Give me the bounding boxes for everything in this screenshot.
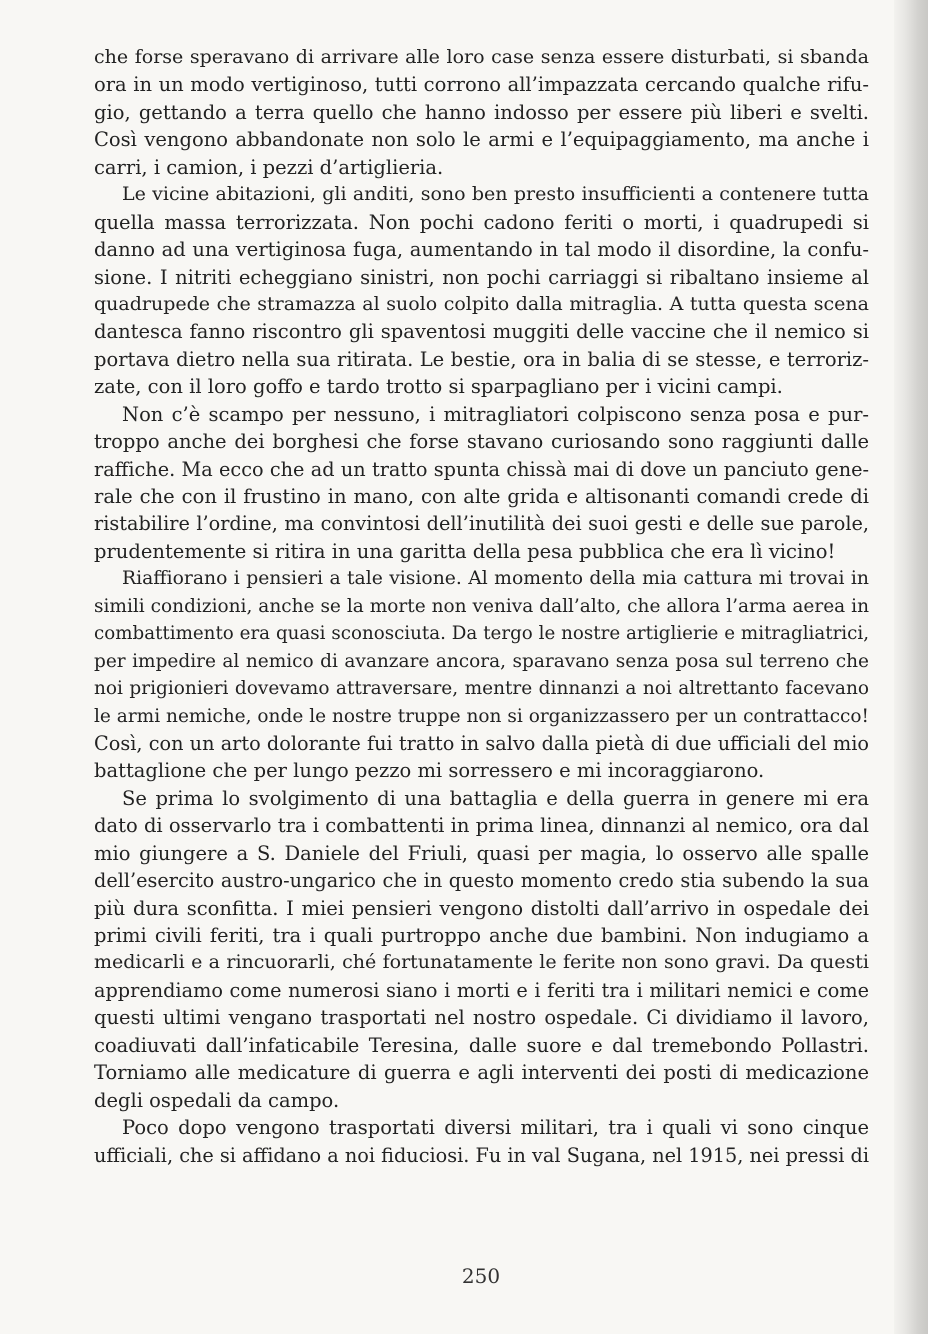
text-line: le armi nemiche, onde le nostre truppe non si organizzassero per un contrattacco! [94, 705, 869, 727]
text-line: Così, con un arto dolorante fui tratto in salvo dalla pietà di due ufficiali del mio [94, 731, 869, 755]
text-line: gio, gettando a terra quello che hanno indosso per essere più liberi e svelti. [94, 100, 869, 124]
text-line: Se prima lo svolgimento di una battaglia e della guerra in genere mi era [122, 786, 869, 810]
text-line: ristabilire l’ordine, ma convintosi dell’inutilità dei suoi gesti e delle sue parole, [94, 512, 869, 536]
text-line: coadiuvati dall’infaticabile Teresina, dalle suore e dal tremebondo Pollastri. [94, 1033, 869, 1057]
text-line: zate, con il loro goffo e tardo trotto si sparpagliano per i vicini campi. [94, 375, 783, 399]
page-edge-shadow [894, 0, 928, 1334]
paragraph [94, 401, 869, 566]
text-line: battaglione che per lungo pezzo mi sorressero e mi incoraggiarono. [94, 759, 765, 783]
text-line: che forse speravano di arrivare alle loro case senza essere disturbati, si sbanda [94, 46, 869, 68]
text-line: Così vengono abbandonate non solo le armi e l’equipaggiamento, ma anche i [94, 128, 869, 152]
text-line: dell’esercito austro-ungarico che in questo momento credo stia subendo la sua [94, 869, 869, 893]
paragraph [94, 785, 869, 1114]
page-number: 250 [461, 1264, 501, 1288]
text-line: ufficiali, che si affidano a noi fiduciosi. Fu in val Sugana, nel 1915, nei pressi di [94, 1143, 869, 1167]
text-line: noi prigionieri dovevamo attraversare, mentre dinnanzi a noi altrettanto facevano [94, 678, 869, 700]
text-line: simili condizioni, anche se la morte non veniva dall’alto, che allora l’arma aerea in [94, 595, 869, 617]
paragraph [94, 1114, 869, 1169]
text-line: portava dietro nella sua ritirata. Le bestie, ora in balia di se stesse, e terroriz- [94, 347, 869, 371]
text-line: raffiche. Ma ecco che ad un tratto spunta chissà mai di dove un panciuto gene- [94, 457, 869, 481]
text-line: Riaffiorano i pensieri a tale visione. Al momento della mia cattura mi trovai in [122, 568, 869, 590]
paragraph [94, 565, 869, 785]
text-line: ora in un modo vertiginoso, tutti corrono all’impazzata cercando qualche rifu- [94, 73, 869, 97]
text-line: mio giungere a S. Daniele del Friuli, quasi per magia, lo osservo alle spalle [94, 841, 869, 865]
text-line: combattimento era quasi sconosciuta. Da tergo le nostre artiglierie e mitragliatrici, [94, 623, 869, 645]
text-line: Le vicine abitazioni, gli anditi, sono ben presto insufficienti a contenere tutta [122, 183, 869, 206]
paragraph [94, 44, 869, 181]
text-line: carri, i camion, i pezzi d’artiglieria. [94, 155, 444, 179]
text-line: quadrupede che stramazza al suolo colpito dalla mitraglia. A tutta questa scena [94, 292, 869, 315]
text-line: danno ad una vertiginosa fuga, aumentando in tal modo il disordine, la confu- [94, 238, 869, 262]
text-line: Torniamo alle medicature di guerra e agli interventi dei posti di medicazione [94, 1061, 869, 1085]
text-line: per impedire al nemico di avanzare ancora, sparavano senza posa sul terreno che [94, 650, 869, 672]
text-line: primi civili feriti, tra i quali purtroppo anche due bambini. Non indugiamo a [94, 924, 869, 947]
text-line: questi ultimi vengano trasportati nel nostro ospedale. Ci dividiamo il lavoro, [94, 1006, 869, 1030]
paragraph [94, 181, 869, 401]
text-line: più dura sconfitta. I miei pensieri vengono distolti dall’arrivo in ospedale dei [94, 896, 869, 920]
text-line: medicarli e a rincuorarli, ché fortunatamente le ferite non sono gravi. Da questi [94, 951, 869, 974]
text-line: sione. I nitriti echeggiano sinistri, non pochi carriaggi si ribaltano insieme al [94, 265, 869, 289]
body-text [94, 44, 869, 1169]
text-line: Non c’è scampo per nessuno, i mitragliatori colpiscono senza posa e pur- [122, 402, 869, 426]
text-line: rale che con il frustino in mano, con alte grida e altisonanti comandi crede di [94, 485, 869, 508]
text-line: dato di osservarlo tra i combattenti in prima linea, dinnanzi al nemico, ora dal [94, 814, 869, 838]
text-line: apprendiamo come numerosi siano i morti e i feriti tra i militari nemici e come [94, 978, 869, 1002]
text-line: prudentemente si ritira in una garitta della pesa pubblica che era lì vicino! [94, 539, 836, 563]
text-line: troppo anche dei borghesi che forse stavano curiosando sono raggiunti dalle [94, 430, 869, 454]
text-line: degli ospedali da campo. [94, 1088, 340, 1112]
text-line: quella massa terrorizzata. Non pochi cadono feriti o morti, i quadrupedi si [94, 210, 869, 234]
text-line: Poco dopo vengono trasportati diversi militari, tra i quali vi sono cinque [122, 1116, 869, 1140]
text-line: dantesca fanno riscontro gli spaventosi muggiti delle vaccine che il nemico si [94, 320, 869, 344]
